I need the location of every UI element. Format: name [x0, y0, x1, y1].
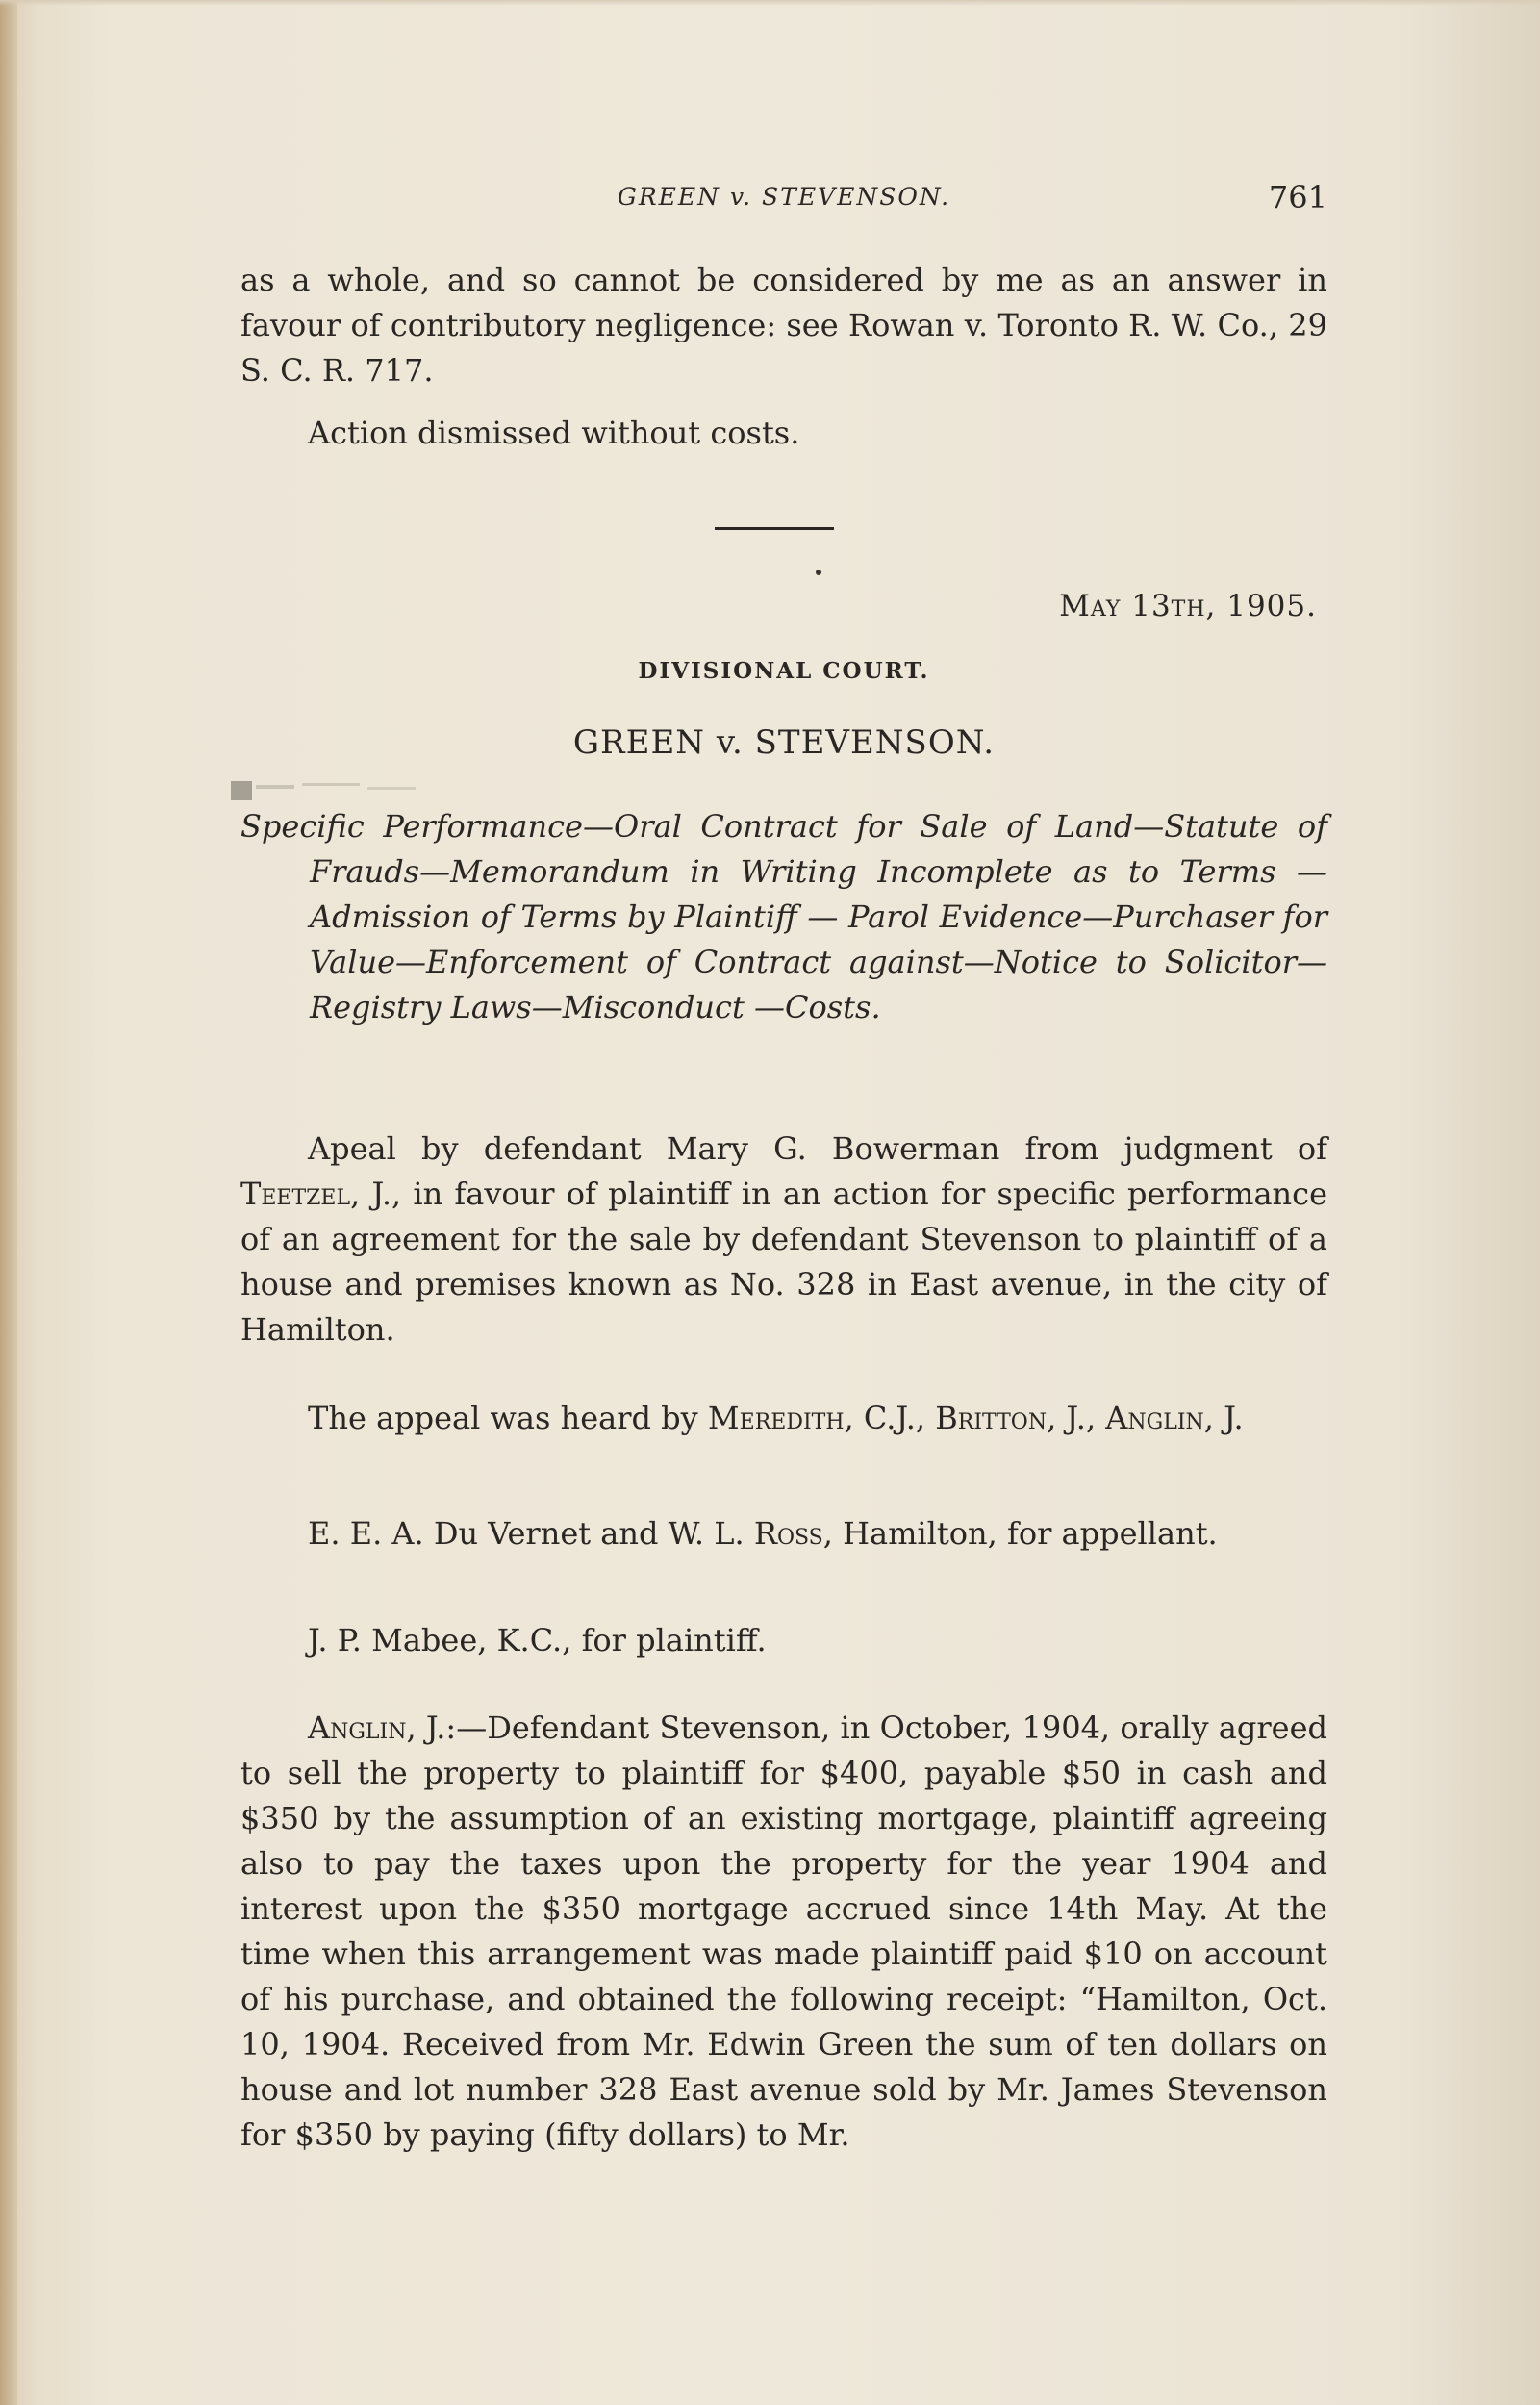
- running-head: [240, 179, 1327, 217]
- disposition: Action dismissed without costs.: [308, 415, 800, 451]
- appeal-text-start: Apeal by defendant Mary G. Bowerman from judgment of: [308, 1130, 1327, 1167]
- judge-name: Britton: [935, 1400, 1048, 1436]
- judgment-paragraph: [240, 1706, 1327, 2158]
- judge-name: Anglin: [1105, 1400, 1204, 1436]
- judge-name: Teetzel: [240, 1176, 351, 1212]
- decision-date: May 13th, 1905.: [1059, 589, 1317, 623]
- page-number: 761: [1268, 179, 1327, 215]
- counsel-lead: E. E. A. Du Vernet and W. L.: [308, 1515, 754, 1552]
- judge-name: Anglin: [308, 1709, 407, 1746]
- heard-paragraph: [240, 1396, 1327, 1441]
- headnote: Specific Performance—Oral Contract for Sale of Land—Statute of Frauds—Memorandum in Writing Incomplete as to Terms — Admission of Terms by Plaintiff — Parol Evidence—Purchaser for Value—Enforcement of Contract against—Notice to Solicitor—Registry Laws—Misconduct —Costs.: [240, 808, 1327, 1025]
- counsel-plaintiff: J. P. Mabee, K.C., for plaintiff.: [308, 1622, 767, 1658]
- section-rule: [715, 527, 834, 530]
- court-name: DIVISIONAL COURT.: [638, 658, 930, 684]
- page-top-edge: [0, 0, 1540, 6]
- section-dot: [816, 570, 821, 575]
- heard-tail: , J.: [1203, 1400, 1244, 1436]
- heard-sep: , C.J.,: [844, 1400, 936, 1436]
- counsel-name: Ross: [753, 1515, 823, 1552]
- opening-paragraph: as a whole, and so cannot be considered by me as an answer in favour of contributory negligence: see Rowan v. Toronto R. W. Co., 29 S. C. R. 717.: [240, 262, 1327, 389]
- appeal-paragraph: [240, 1127, 1327, 1353]
- counsel-tail: , Hamilton, for appellant.: [822, 1515, 1218, 1552]
- case-title: GREEN v. STEVENSON.: [572, 723, 996, 762]
- counsel-appellant: [240, 1511, 1327, 1557]
- heard-lead: The appeal was heard by: [308, 1400, 708, 1436]
- faint-stamp-mark: [227, 772, 477, 804]
- running-title: GREEN v. STEVENSON.: [617, 183, 951, 211]
- judge-name: Meredith: [707, 1400, 845, 1436]
- appeal-text-end: , J., in favour of plaintiff in an action for specific performance of an agreement for the sale by defendant Stevenson to plaintiff of a house and premises known as No. 328 in East avenue, in the city of Hamilton.: [240, 1176, 1327, 1348]
- page-spine-shadow: [0, 0, 17, 2405]
- heard-sep: , J.,: [1047, 1400, 1106, 1436]
- judgment-text: , J.:—Defendant Stevenson, in October, 1904, orally agreed to sell the property to plaintiff for $400, payable $50 in cash and $350 by the assumption of an existing mortgage, plaintiff agreeing also to pay the taxes upon the property for the year 1904 and interest upon the $350 mortgage accrued since 14th May. At the time when this arrangement was made plaintiff paid $10 on account of his purchase, and obtained the following receipt: “Hamilton, Oct. 10, 1904. Received from Mr. Edwin Green the sum of ten dollars on house and lot number 328 East avenue sold by Mr. James Stevenson for $350 by paying (fifty dollars) to Mr.: [240, 1709, 1327, 2153]
